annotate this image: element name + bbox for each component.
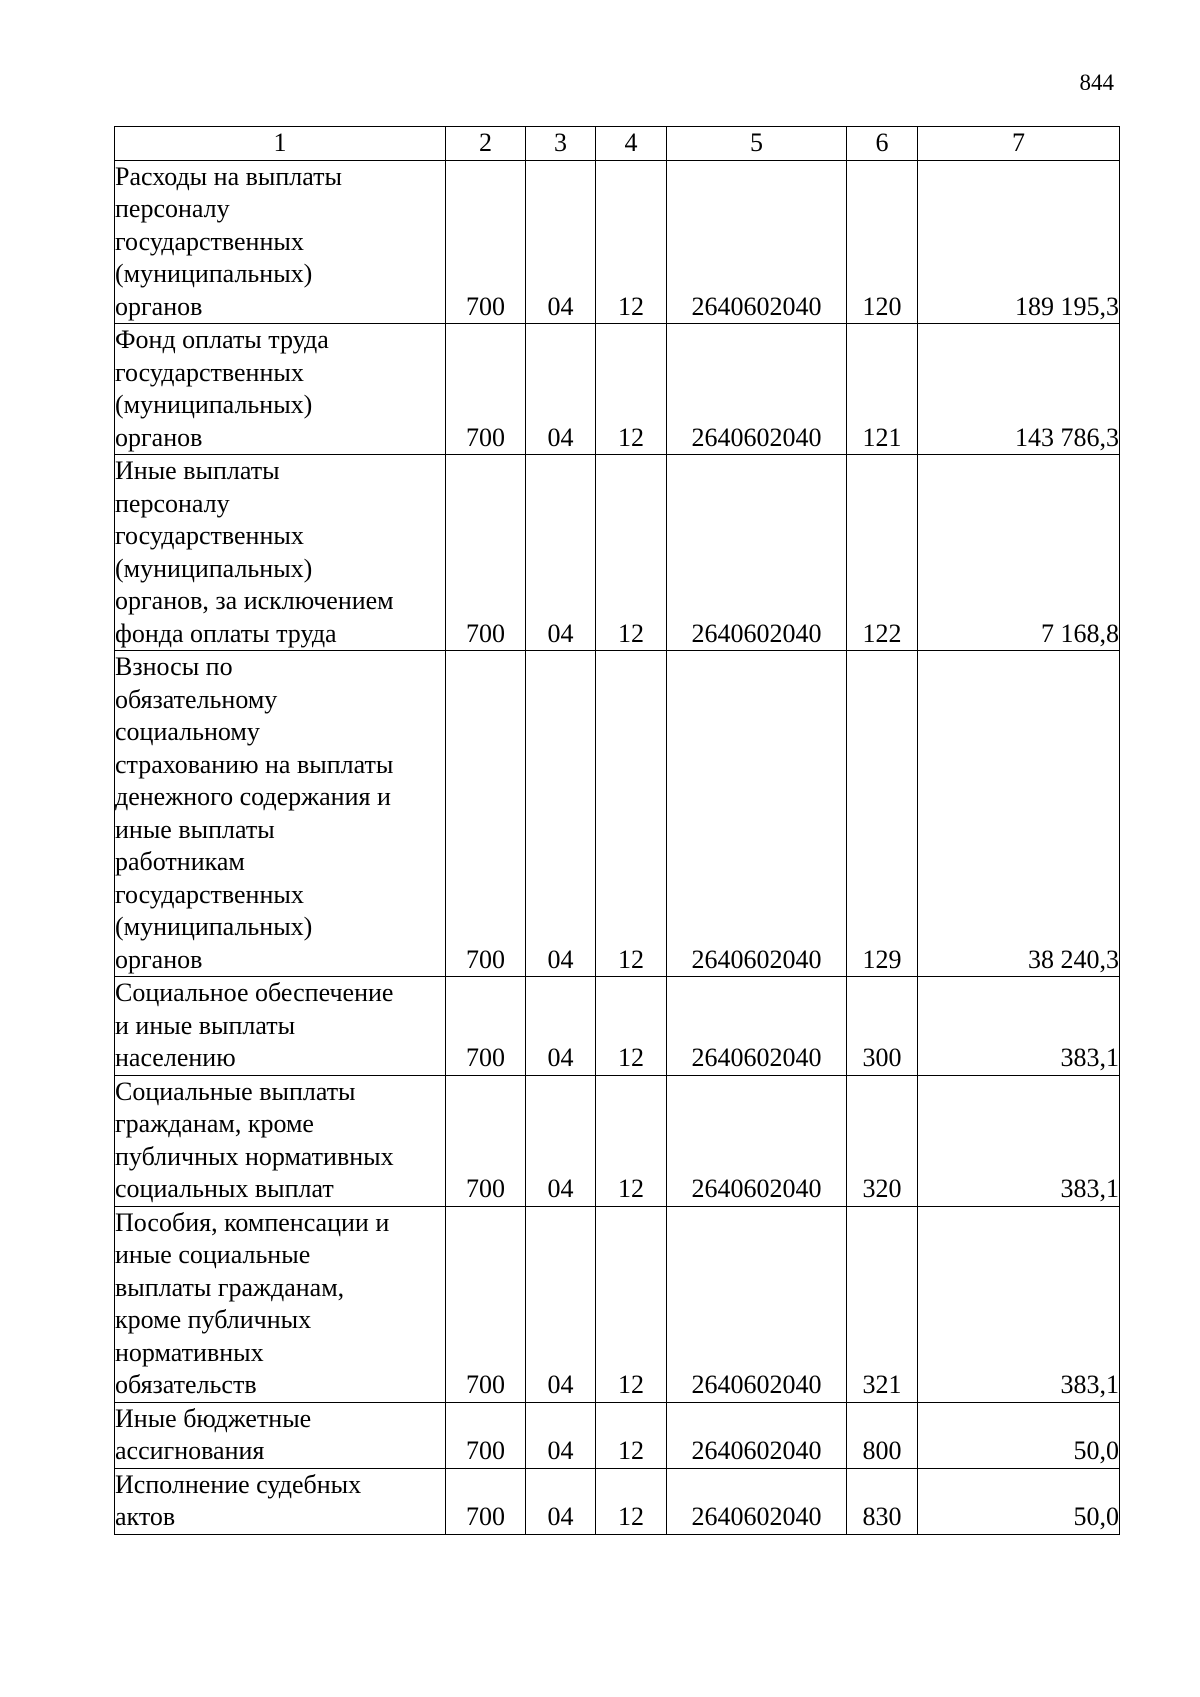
cell-name-line: (муниципальных) (115, 259, 313, 288)
cell-name (115, 1075, 446, 1206)
cell-target-article: 2640602040 (667, 1468, 847, 1534)
cell-name-line: органов (115, 944, 203, 974)
cell-name-line: ассигнования (115, 1436, 265, 1465)
cell-expense-type: 129 (847, 651, 918, 977)
cell-subsection: 12 (596, 324, 667, 455)
cell-subsection: 12 (596, 160, 667, 324)
cell-name-line: Пособия, компенсации и (115, 1207, 390, 1237)
cell-section: 04 (526, 160, 596, 324)
cell-target-article: 2640602040 (667, 651, 847, 977)
budget-table (114, 126, 1120, 1535)
page-number: 844 (1079, 70, 1114, 95)
header-col-7: 7 (918, 127, 1120, 161)
cell-name-line: Взносы по (115, 652, 233, 681)
cell-name-line: Расходы на выплаты (115, 161, 342, 191)
cell-amount: 383,1 (918, 977, 1120, 1076)
cell-target-article: 2640602040 (667, 160, 847, 324)
header-col-6: 6 (847, 127, 918, 161)
cell-name (115, 160, 446, 324)
table-row (115, 1402, 1120, 1468)
cell-amount: 38 240,3 (918, 651, 1120, 977)
cell-name-line: социальных выплат (115, 1174, 334, 1203)
cell-name-line: фонда оплаты труда (115, 618, 337, 648)
table-row (115, 977, 1120, 1076)
header-col-1: 1 (115, 127, 446, 161)
table-row (115, 651, 1120, 977)
cell-section: 04 (526, 1075, 596, 1206)
cell-name-line: государственных (115, 226, 304, 256)
header-row (115, 127, 1120, 161)
cell-name-line: публичных нормативных (115, 1141, 394, 1171)
cell-name (115, 977, 446, 1076)
cell-name-line: страхованию на выплаты (115, 749, 394, 779)
cell-name-line: Иные выплаты (115, 456, 280, 485)
cell-amount: 383,1 (918, 1206, 1120, 1402)
cell-name-line: социальному (115, 717, 260, 746)
cell-expense-type: 120 (847, 160, 918, 324)
cell-name-line: государственных (115, 521, 304, 550)
cell-amount: 143 786,3 (918, 324, 1120, 455)
cell-name-line: иные выплаты (115, 814, 275, 844)
table-header (115, 127, 1120, 161)
table-row (115, 1206, 1120, 1402)
header-col-2: 2 (446, 127, 526, 161)
cell-name-line: гражданам, кроме (115, 1109, 314, 1138)
cell-name (115, 1206, 446, 1402)
cell-min: 700 (446, 455, 526, 651)
cell-name-line: (муниципальных) (115, 553, 313, 583)
table-row (115, 160, 1120, 324)
header-col-3: 3 (526, 127, 596, 161)
cell-section: 04 (526, 1206, 596, 1402)
cell-name-line: Исполнение судебных (115, 1469, 362, 1499)
cell-name-line: Социальные выплаты (115, 1076, 356, 1106)
cell-min: 700 (446, 160, 526, 324)
table-row (115, 455, 1120, 651)
cell-subsection: 12 (596, 1468, 667, 1534)
cell-name (115, 1468, 446, 1534)
table-row (115, 1468, 1120, 1534)
header-col-5: 5 (667, 127, 847, 161)
cell-name (115, 1402, 446, 1468)
cell-amount: 383,1 (918, 1075, 1120, 1206)
cell-name-line: органов (115, 291, 203, 321)
cell-name-line: населению (115, 1043, 236, 1072)
cell-min: 700 (446, 1075, 526, 1206)
cell-amount: 50,0 (918, 1468, 1120, 1534)
cell-subsection: 12 (596, 651, 667, 977)
cell-target-article: 2640602040 (667, 455, 847, 651)
cell-expense-type: 121 (847, 324, 918, 455)
cell-target-article: 2640602040 (667, 977, 847, 1076)
cell-min: 700 (446, 1468, 526, 1534)
cell-min: 700 (446, 651, 526, 977)
cell-target-article: 2640602040 (667, 1075, 847, 1206)
cell-section: 04 (526, 977, 596, 1076)
cell-min: 700 (446, 324, 526, 455)
cell-name-line: Фонд оплаты труда (115, 325, 329, 354)
cell-expense-type: 800 (847, 1402, 918, 1468)
cell-name-line: и иные выплаты (115, 1010, 296, 1040)
cell-name-line: кроме публичных (115, 1305, 312, 1334)
table-row (115, 324, 1120, 455)
cell-name-line: государственных (115, 879, 304, 909)
cell-min: 700 (446, 1402, 526, 1468)
cell-name-line: нормативных (115, 1337, 264, 1367)
cell-subsection: 12 (596, 1402, 667, 1468)
cell-expense-type: 300 (847, 977, 918, 1076)
cell-section: 04 (526, 455, 596, 651)
cell-name-line: обязательств (115, 1370, 257, 1399)
cell-section: 04 (526, 324, 596, 455)
cell-subsection: 12 (596, 1075, 667, 1206)
table-body (115, 160, 1120, 1534)
cell-target-article: 2640602040 (667, 1402, 847, 1468)
table-row (115, 1075, 1120, 1206)
cell-target-article: 2640602040 (667, 324, 847, 455)
cell-section: 04 (526, 651, 596, 977)
cell-section: 04 (526, 1468, 596, 1534)
cell-name-line: персоналу (115, 194, 230, 223)
cell-name-line: государственных (115, 357, 304, 387)
cell-expense-type: 830 (847, 1468, 918, 1534)
cell-name-line: органов (115, 422, 203, 452)
cell-name (115, 324, 446, 455)
cell-name-line: Социальное обеспечение (115, 978, 394, 1007)
cell-name-line: Иные бюджетные (115, 1403, 312, 1433)
cell-name-line: актов (115, 1502, 176, 1531)
cell-target-article: 2640602040 (667, 1206, 847, 1402)
header-col-4: 4 (596, 127, 667, 161)
cell-expense-type: 321 (847, 1206, 918, 1402)
cell-amount: 50,0 (918, 1402, 1120, 1468)
cell-name-line: иные социальные (115, 1240, 311, 1269)
cell-amount: 7 168,8 (918, 455, 1120, 651)
cell-name-line: обязательному (115, 684, 278, 714)
cell-subsection: 12 (596, 1206, 667, 1402)
cell-subsection: 12 (596, 455, 667, 651)
cell-subsection: 12 (596, 977, 667, 1076)
cell-name (115, 651, 446, 977)
cell-expense-type: 122 (847, 455, 918, 651)
cell-name-line: работникам (115, 847, 245, 876)
cell-name-line: (муниципальных) (115, 390, 313, 419)
cell-name-line: органов, за исключением (115, 586, 394, 615)
cell-name-line: (муниципальных) (115, 912, 313, 941)
cell-name-line: денежного содержания и (115, 782, 391, 811)
cell-name (115, 455, 446, 651)
cell-min: 700 (446, 977, 526, 1076)
cell-amount: 189 195,3 (918, 160, 1120, 324)
cell-name-line: выплаты гражданам, (115, 1272, 345, 1302)
cell-min: 700 (446, 1206, 526, 1402)
cell-section: 04 (526, 1402, 596, 1468)
cell-expense-type: 320 (847, 1075, 918, 1206)
cell-name-line: персоналу (115, 488, 230, 518)
